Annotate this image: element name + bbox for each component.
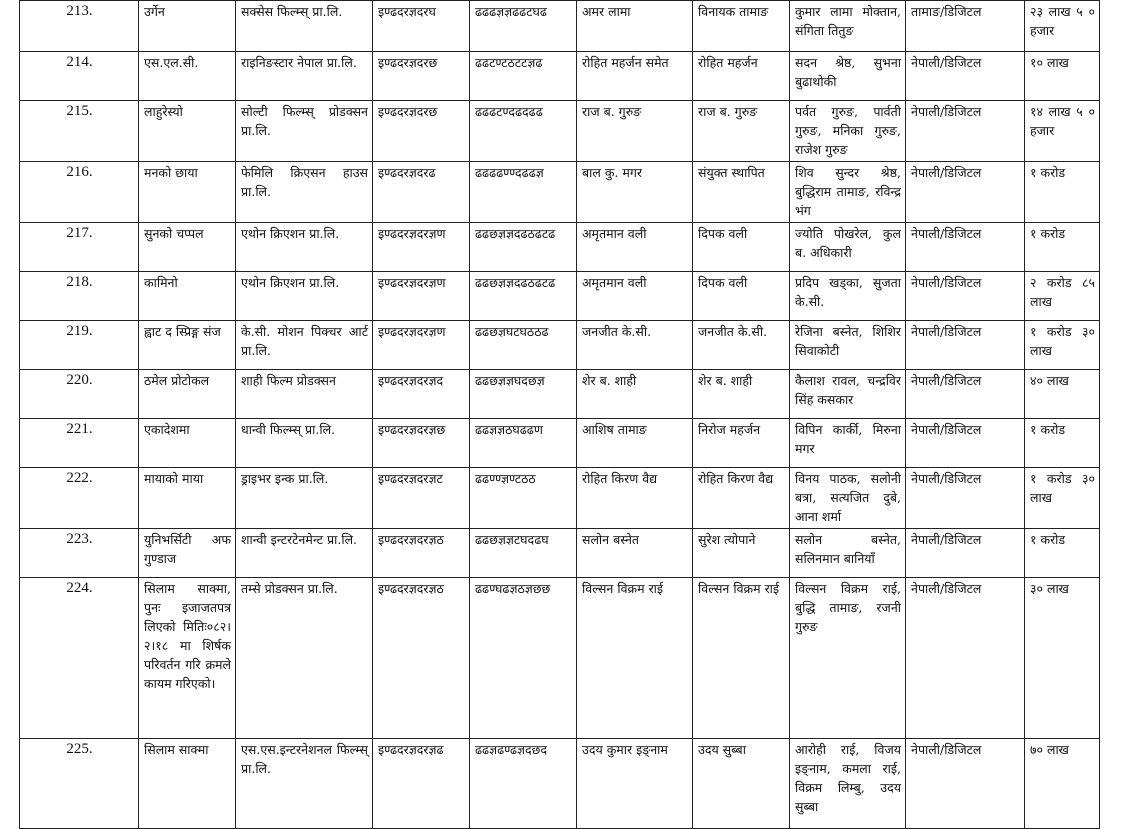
cast-cell: विल्सन विक्रम राई, बुद्धि तामाङ, रजनी गुरुङ xyxy=(790,578,906,739)
cast-cell: विनय पाठक, सलोनी बत्रा, सत्यजित दुबे, आना शर्मा xyxy=(790,468,906,529)
cast-cell: सदन श्रेष्ठ, सुभना बुढाथोकी xyxy=(790,52,906,101)
serial-number-cell: 220. xyxy=(20,370,139,419)
budget-cell: १ करोड xyxy=(1025,419,1100,468)
cast-cell: पर्वत गुरुङ, पार्वती गुरुङ, मनिका गुरुङ, राजेश गुरुङ xyxy=(790,101,906,162)
registration-code-cell: इण्ढदरज्ञदरज्ञण xyxy=(373,272,470,321)
table-row xyxy=(20,162,1100,223)
budget-cell: ४० लाख xyxy=(1025,370,1100,419)
director-cell: विल्सन विक्रम राई xyxy=(693,578,790,739)
reference-code-cell: ढढज्ञज्ञठघढढण xyxy=(470,419,577,468)
film-license-table xyxy=(19,0,1100,829)
budget-cell: १ करोड xyxy=(1025,529,1100,578)
budget-cell: २ करोड ८५ लाख xyxy=(1025,272,1100,321)
registration-code-cell: इण्ढदरज्ञदरछ xyxy=(373,101,470,162)
production-company-cell: फेमिलि क्रिएसन हाउस प्रा.लि. xyxy=(236,162,373,223)
cast-cell: कुमार लामा मोक्तान, संगिता तितुङ xyxy=(790,1,906,52)
producer-cell: अमर लामा xyxy=(577,1,693,52)
language-format-cell: नेपाली/डिजिटल xyxy=(906,370,1025,419)
production-company-cell: एथोन क्रिएशन प्रा.लि. xyxy=(236,272,373,321)
language-format-cell: नेपाली/डिजिटल xyxy=(906,419,1025,468)
table-row xyxy=(20,529,1100,578)
table-row xyxy=(20,223,1100,272)
serial-number-cell: 213. xyxy=(20,1,139,52)
film-title-cell: मायाको माया xyxy=(139,468,236,529)
cast-cell: प्रदिप खड्का, सुजता के.सी. xyxy=(790,272,906,321)
budget-cell: ७० लाख xyxy=(1025,739,1100,829)
registration-code-cell: इण्ढदरज्ञदरज्ञठ xyxy=(373,578,470,739)
serial-number-cell: 216. xyxy=(20,162,139,223)
registration-code-cell: इण्ढदरज्ञदरज्ञण xyxy=(373,223,470,272)
serial-number-cell: 215. xyxy=(20,101,139,162)
film-title-cell: सिलाम साक्मा xyxy=(139,739,236,829)
director-cell: संयुक्त स्थापित xyxy=(693,162,790,223)
budget-cell: १० लाख xyxy=(1025,52,1100,101)
cast-cell: रेजिना बस्नेत, शिशिर सिवाकोटी xyxy=(790,321,906,370)
registration-code-cell: इण्ढदरज्ञदरज्ञठ xyxy=(373,529,470,578)
producer-cell: सलोन बस्नेत xyxy=(577,529,693,578)
language-format-cell: नेपाली/डिजिटल xyxy=(906,739,1025,829)
cast-cell: कैलाश रावल, चन्द्रविर सिंह कसकार xyxy=(790,370,906,419)
language-format-cell: नेपाली/डिजिटल xyxy=(906,321,1025,370)
reference-code-cell: ढढटण्टठटटज्ञढ xyxy=(470,52,577,101)
production-company-cell: तम्से प्रोडक्सन प्रा.लि. xyxy=(236,578,373,739)
film-title-cell: युनिभर्सिटी अफ गुण्डाज xyxy=(139,529,236,578)
cast-cell: ज्योति पोखरेल, कुल ब. अधिकारी xyxy=(790,223,906,272)
reference-code-cell: ढढछज्ञज्ञघदछज्ञ xyxy=(470,370,577,419)
reference-code-cell: ढढछज्ञज्ञदढठढटढ xyxy=(470,223,577,272)
director-cell: रोहित महर्जन xyxy=(693,52,790,101)
registration-code-cell: इण्ढदरज्ञदरघ xyxy=(373,1,470,52)
serial-number-cell: 222. xyxy=(20,468,139,529)
reference-code-cell: ढढढढण्ण्दढढज्ञ xyxy=(470,162,577,223)
producer-cell: उदय कुमार इङ्नाम xyxy=(577,739,693,829)
director-cell: शेर ब. शाही xyxy=(693,370,790,419)
cast-cell: आरोही राई, विजय इङ्नाम, कमला राई, विक्रम लिम्बु, उदय सुब्बा xyxy=(790,739,906,829)
production-company-cell: ड्राइभर इन्क प्रा.लि. xyxy=(236,468,373,529)
production-company-cell: के.सी. मोशन पिक्चर आर्ट प्रा.लि. xyxy=(236,321,373,370)
language-format-cell: नेपाली/डिजिटल xyxy=(906,162,1025,223)
serial-number-cell: 223. xyxy=(20,529,139,578)
reference-code-cell: ढढज्ञढण्ढज्ञदछद xyxy=(470,739,577,829)
film-title-cell: मनको छाया xyxy=(139,162,236,223)
producer-cell: राज ब. गुरुङ xyxy=(577,101,693,162)
director-cell: राज ब. गुरुङ xyxy=(693,101,790,162)
cast-cell: शिव सुन्दर श्रेष्ठ, बुद्धिराम तामाङ, रविन्द्र भंग xyxy=(790,162,906,223)
budget-cell: १ करोड ३० लाख xyxy=(1025,468,1100,529)
table-row xyxy=(20,578,1100,739)
production-company-cell: एथोन क्रिएशन प्रा.लि. xyxy=(236,223,373,272)
production-company-cell: शाही फिल्म प्रोडक्सन xyxy=(236,370,373,419)
budget-cell: १ करोड xyxy=(1025,162,1100,223)
director-cell: सुरेश त्योपाने xyxy=(693,529,790,578)
film-title-cell: एस.एल.सी. xyxy=(139,52,236,101)
producer-cell: रोहित किरण वैद्य xyxy=(577,468,693,529)
film-title-cell: ठमेल प्रोटोकल xyxy=(139,370,236,419)
reference-code-cell: ढढढटण्दढदढढ xyxy=(470,101,577,162)
registration-code-cell: इण्ढदरज्ञदरज्ञण xyxy=(373,321,470,370)
language-format-cell: नेपाली/डिजिटल xyxy=(906,101,1025,162)
reference-code-cell: ढढछज्ञज्ञटघदढघ xyxy=(470,529,577,578)
reference-code-cell: ढढढज्ञज्ञढढटघढ xyxy=(470,1,577,52)
table-row xyxy=(20,321,1100,370)
production-company-cell: धान्वी फिल्म्स् प्रा.लि. xyxy=(236,419,373,468)
serial-number-cell: 219. xyxy=(20,321,139,370)
cast-cell: सलोन बस्नेत, सलिनमान बानियाँ xyxy=(790,529,906,578)
language-format-cell: नेपाली/डिजिटल xyxy=(906,223,1025,272)
production-company-cell: राइनिङस्टार नेपाल प्रा.लि. xyxy=(236,52,373,101)
production-company-cell: एस.एस.इन्टरनेशनल फिल्म्स् प्रा.लि. xyxy=(236,739,373,829)
budget-cell: ३० लाख xyxy=(1025,578,1100,739)
serial-number-cell: 224. xyxy=(20,578,139,739)
table-row xyxy=(20,1,1100,52)
reference-code-cell: ढढछज्ञघटघठठढ xyxy=(470,321,577,370)
director-cell: जनजीत के.सी. xyxy=(693,321,790,370)
registration-code-cell: इण्ढदरज्ञदरज्ञद xyxy=(373,370,470,419)
director-cell: निरोज महर्जन xyxy=(693,419,790,468)
language-format-cell: नेपाली/डिजिटल xyxy=(906,52,1025,101)
language-format-cell: नेपाली/डिजिटल xyxy=(906,529,1025,578)
serial-number-cell: 218. xyxy=(20,272,139,321)
language-format-cell: नेपाली/डिजिटल xyxy=(906,468,1025,529)
director-cell: दिपक वली xyxy=(693,223,790,272)
reference-code-cell: ढढण्घढज्ञठज्ञछछ xyxy=(470,578,577,739)
producer-cell: जनजीत के.सी. xyxy=(577,321,693,370)
budget-cell: १ करोड ३० लाख xyxy=(1025,321,1100,370)
language-format-cell: तामाङ/डिजिटल xyxy=(906,1,1025,52)
serial-number-cell: 214. xyxy=(20,52,139,101)
registration-code-cell: इण्ढदरज्ञदरज्ञछ xyxy=(373,419,470,468)
table-body xyxy=(20,1,1100,829)
film-title-cell: उर्गेन xyxy=(139,1,236,52)
serial-number-cell: 217. xyxy=(20,223,139,272)
film-title-cell: लाहुरेस्यो xyxy=(139,101,236,162)
director-cell: विनायक तामाङ xyxy=(693,1,790,52)
registration-code-cell: इण्ढदरज्ञदरज्ञट xyxy=(373,468,470,529)
director-cell: दिपक वली xyxy=(693,272,790,321)
producer-cell: शेर ब. शाही xyxy=(577,370,693,419)
table-row xyxy=(20,468,1100,529)
producer-cell: विल्सन विक्रम राई xyxy=(577,578,693,739)
table-row xyxy=(20,272,1100,321)
registration-code-cell: इण्ढदरज्ञदरज्ञढ xyxy=(373,739,470,829)
director-cell: रोहित किरण वैद्य xyxy=(693,468,790,529)
reference-code-cell: ढढछज्ञज्ञदढठढटढ xyxy=(470,272,577,321)
table-row xyxy=(20,419,1100,468)
language-format-cell: नेपाली/डिजिटल xyxy=(906,578,1025,739)
producer-cell: अमृतमान वली xyxy=(577,272,693,321)
budget-cell: २३ लाख ५ ० हजार xyxy=(1025,1,1100,52)
budget-cell: १ करोड xyxy=(1025,223,1100,272)
film-title-cell: ह्वाट द स्प्रिङ्ग संज xyxy=(139,321,236,370)
budget-cell: १४ लाख ५ ० हजार xyxy=(1025,101,1100,162)
reference-code-cell: ढढण्ण्ज्ञण्टठठ xyxy=(470,468,577,529)
cast-cell: विपिन कार्की, मिरुना मगर xyxy=(790,419,906,468)
producer-cell: आशिष तामाङ xyxy=(577,419,693,468)
producer-cell: अमृतमान वली xyxy=(577,223,693,272)
director-cell: उदय सुब्बा xyxy=(693,739,790,829)
table-row xyxy=(20,739,1100,829)
producer-cell: रोहित महर्जन समेत xyxy=(577,52,693,101)
film-title-cell: एकादेशमा xyxy=(139,419,236,468)
table-row xyxy=(20,101,1100,162)
film-title-cell: सुनको चप्पल xyxy=(139,223,236,272)
language-format-cell: नेपाली/डिजिटल xyxy=(906,272,1025,321)
film-title-cell: सिलाम साक्मा, पुनः इजाजतपत्र लिएको मितिः०८२।२।१८ मा शिर्षक परिवर्तन गरि क्रमले कायम गरिएको। xyxy=(139,578,236,739)
production-company-cell: शान्वी इन्टरटेनमेन्ट प्रा.लि. xyxy=(236,529,373,578)
table-row xyxy=(20,370,1100,419)
registration-code-cell: इण्ढदरज्ञदरछ xyxy=(373,52,470,101)
table-row xyxy=(20,52,1100,101)
production-company-cell: सोल्टी फिल्म्स् प्रोडक्सन प्रा.लि. xyxy=(236,101,373,162)
production-company-cell: सक्सेस फिल्म्स् प्रा.लि. xyxy=(236,1,373,52)
serial-number-cell: 225. xyxy=(20,739,139,829)
registration-code-cell: इण्ढदरज्ञदरढ xyxy=(373,162,470,223)
serial-number-cell: 221. xyxy=(20,419,139,468)
film-title-cell: कामिनो xyxy=(139,272,236,321)
producer-cell: बाल कु. मगर xyxy=(577,162,693,223)
